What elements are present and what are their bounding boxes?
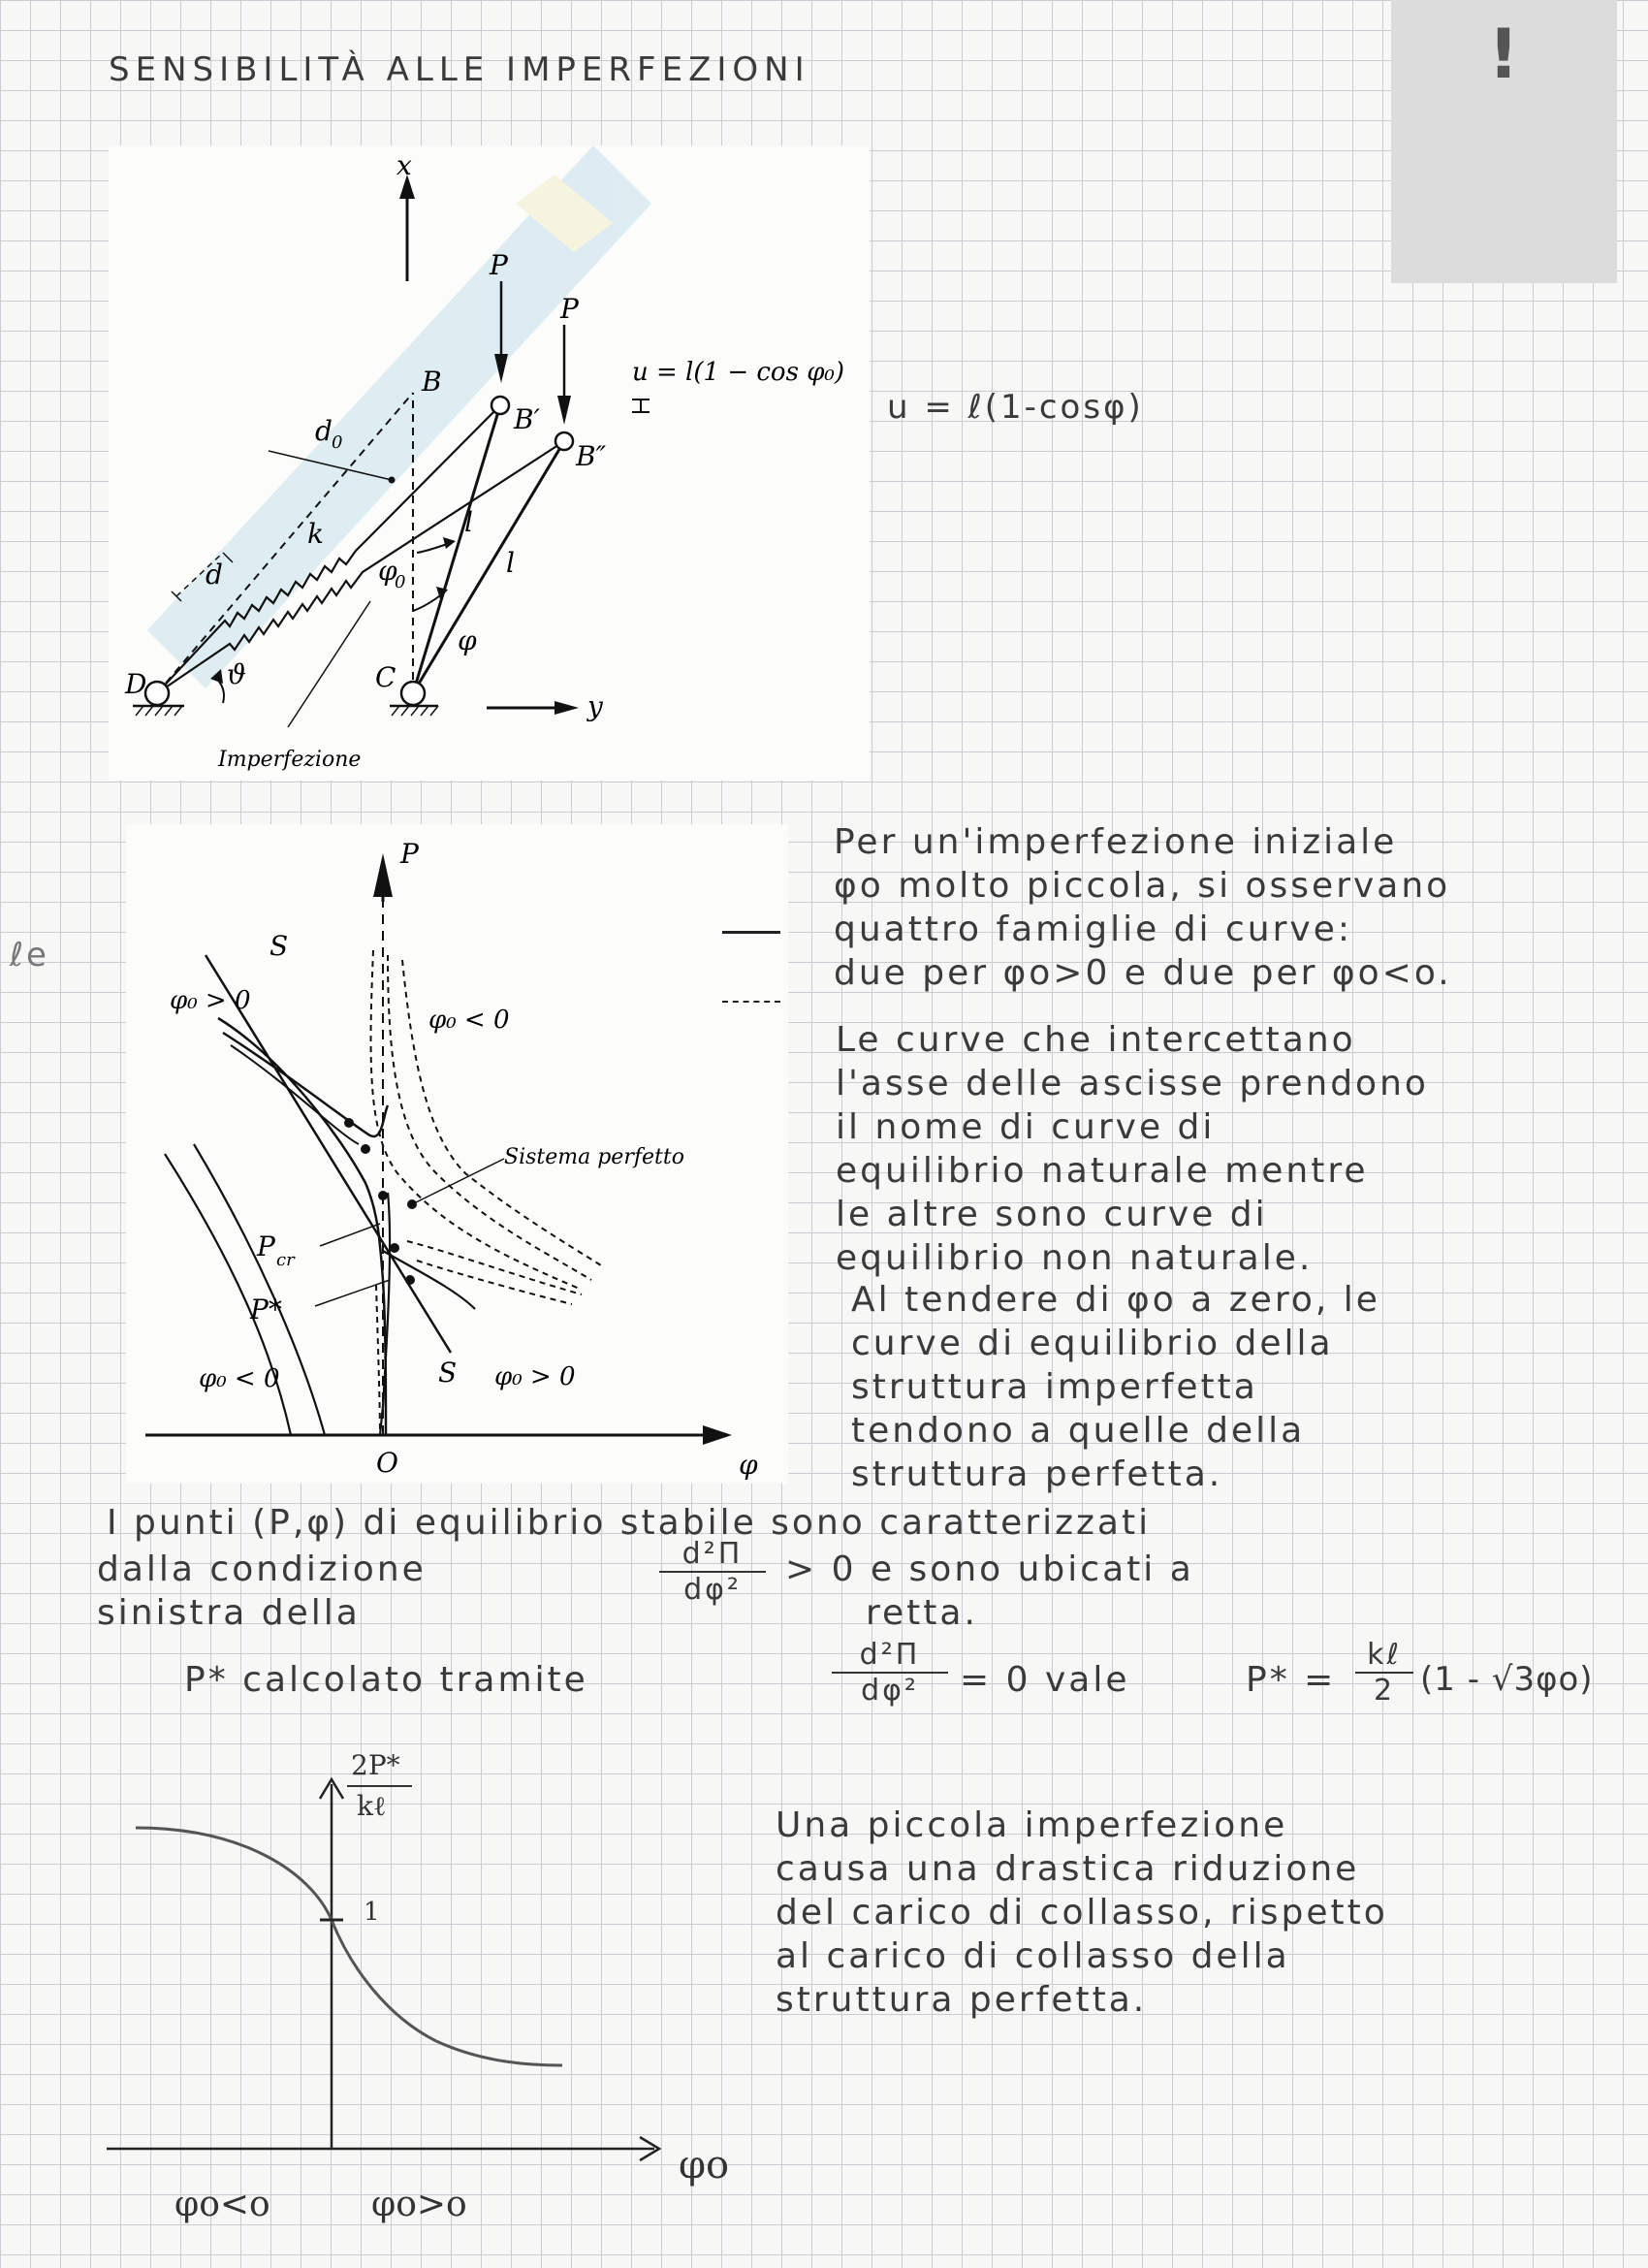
pstar-rhs: (1 - √3φo) [1420, 1660, 1594, 1699]
formula-u: u = l(1 − cos φ₀) [632, 358, 844, 387]
note-line: Per un'imperfezione iniziale [834, 822, 1398, 862]
pstar-label: P* [250, 1294, 282, 1326]
label-d: d [206, 559, 223, 591]
note-line: il nome di curve di [836, 1107, 1216, 1147]
stability-line-2b: > 0 e sono ubicati a [785, 1549, 1194, 1589]
notes-conclusion [776, 1804, 1388, 2022]
side-mark: ℓe [10, 936, 49, 974]
note-line: Le curve che intercettano [836, 1020, 1356, 1060]
fraction-denominator: 2 [1373, 1674, 1396, 1708]
note-line: Una piccola imperfezione [776, 1805, 1288, 1845]
pstar-result-fraction [1355, 1639, 1413, 1709]
s-bottom-label: S [438, 1357, 458, 1389]
y-axis-label: y [587, 690, 603, 722]
label-d-node: D [125, 668, 147, 700]
fraction-numerator: kℓ [1355, 1639, 1413, 1674]
notes-families [834, 820, 1452, 995]
pstar-mid: = 0 vale [960, 1660, 1130, 1700]
load-p2: P [560, 293, 579, 325]
legend-dashed-line [722, 1001, 780, 1003]
label-d0: d [315, 415, 333, 447]
tick-one-label: 1 [364, 1898, 380, 1927]
label-c-node: C [375, 661, 396, 693]
s-top-label: S [269, 930, 289, 962]
axis-p-label: P [400, 838, 419, 870]
negative-phi0-label: φo<o [174, 2185, 270, 2224]
label-d0-sub: 0 [332, 432, 343, 453]
stability-line-1: I punti (P,φ) di equilibrio stabile sono caratterizzati [107, 1503, 1152, 1543]
pcr-label: P [257, 1230, 275, 1262]
stability-line-3b: retta. [866, 1593, 978, 1633]
stability-line-3a: sinistra della [97, 1593, 361, 1633]
figure-pstar-curve [97, 1726, 756, 2230]
handwritten-formula: u = ℓ(1-cosφ) [887, 388, 1144, 427]
note-line: struttura perfetta. [851, 1454, 1223, 1494]
label-imperfection: Imperfezione [218, 748, 362, 772]
label-theta: ϑ [227, 658, 247, 690]
fraction-numerator: d²Π [659, 1538, 766, 1573]
label-b: B [422, 366, 442, 398]
page-title: SENSIBILITÀ ALLE IMPERFEZIONI [109, 50, 810, 89]
fraction-numerator: d²Π [832, 1639, 948, 1674]
stability-line-2a: dalla condizione [97, 1549, 427, 1589]
origin-label: O [376, 1447, 398, 1479]
note-line: equilibrio non naturale. [836, 1238, 1314, 1278]
label-b-prime: B′ [514, 403, 540, 435]
note-line: due per φo>0 e due per φo<o. [834, 953, 1452, 993]
pstar-fraction [832, 1639, 948, 1709]
note-line: equilibrio naturale mentre [836, 1151, 1369, 1191]
note-line: struttura imperfetta [851, 1367, 1258, 1407]
pcr-sub-label: cr [276, 1250, 295, 1270]
perfect-system-label: Sistema perfetto [504, 1145, 684, 1169]
x-axis-phi0-label: φo [679, 2143, 730, 2188]
load-p1: P [490, 249, 508, 281]
fraction-denominator: dφ² [861, 1674, 919, 1708]
region-phi0-pos-bottom: φ₀ > 0 [494, 1362, 576, 1391]
positive-phi0-label: φo>o [371, 2185, 467, 2224]
note-line: al carico di collasso della [776, 1936, 1290, 1976]
notes-natural [836, 1018, 1429, 1280]
region-phi0-neg-bottom: φ₀ < 0 [199, 1364, 280, 1393]
y-label-numerator: 2P* [351, 1749, 400, 1781]
label-b-double-prime: B″ [576, 440, 607, 472]
note-line: Al tendere di φo a zero, le [851, 1280, 1380, 1320]
watermark [147, 145, 651, 688]
figure-mechanism [109, 145, 870, 781]
note-line: le altre sono curve di [836, 1195, 1268, 1234]
region-phi0-neg-top: φ₀ < 0 [428, 1006, 510, 1035]
x-axis-label: x [396, 149, 412, 181]
note-line: curve di equilibrio della [851, 1324, 1334, 1363]
note-line: struttura perfetta. [776, 1980, 1148, 2020]
label-phi: φ [458, 624, 477, 656]
exclamation-mark: ! [1488, 15, 1522, 94]
y-label-denominator: kℓ [357, 1790, 387, 1822]
legend-solid-line [722, 931, 780, 934]
note-line: l'asse delle ascisse prendono [836, 1064, 1429, 1103]
pstar-prefix: P* calcolato tramite [184, 1660, 588, 1700]
label-k: k [307, 518, 324, 550]
region-phi0-pos-top: φ₀ > 0 [170, 986, 251, 1015]
note-line: tendono a quelle della [851, 1411, 1306, 1451]
note-line: causa una drastica riduzione [776, 1849, 1360, 1889]
label-phi0: φ [378, 555, 397, 587]
note-line: quattro famiglie di curve: [834, 910, 1352, 949]
note-line: φo molto piccola, si osservano [834, 866, 1451, 906]
label-l1: l [464, 506, 473, 538]
figure-equilibrium-curves [126, 824, 788, 1484]
label-l2: l [506, 547, 515, 579]
stability-fraction [659, 1538, 766, 1608]
note-line: del carico di collasso, rispetto [776, 1893, 1388, 1933]
fraction-denominator: dφ² [683, 1573, 742, 1607]
pstar-lhs: P* = [1246, 1660, 1337, 1700]
label-phi0-sub: 0 [395, 572, 406, 592]
axis-phi-label: φ [739, 1449, 758, 1481]
notes-limit [851, 1278, 1380, 1496]
